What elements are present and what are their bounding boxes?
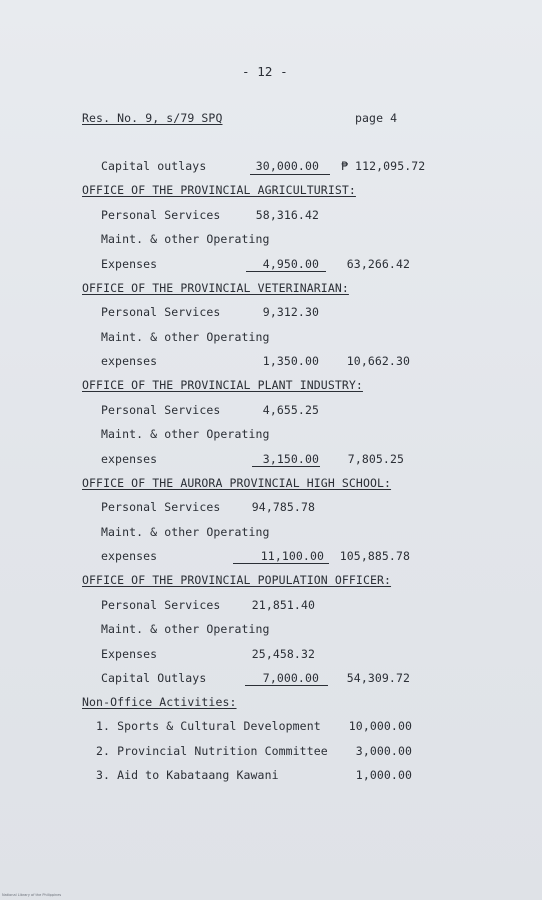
maint-label: Maint. & other Operating — [101, 525, 270, 539]
section-heading-agriculturist: OFFICE OF THE PROVINCIAL AGRICULTURIST: — [82, 183, 356, 197]
activity-amount: 1,000.00 — [355, 768, 412, 782]
expenses-label: Expenses — [101, 257, 158, 271]
personal-services-label: Personal Services — [101, 598, 221, 612]
amount-underline — [233, 563, 329, 564]
activity-amount: 10,000.00 — [348, 719, 412, 733]
personal-services-label: Personal Services — [101, 305, 221, 319]
expenses-amount: 1,350.00 — [262, 354, 319, 368]
personal-services-label: Personal Services — [101, 500, 221, 514]
section-heading-plant-industry: OFFICE OF THE PROVINCIAL PLANT INDUSTRY: — [82, 378, 363, 392]
section-heading-non-office: Non-Office Activities: — [82, 695, 237, 709]
personal-services-amount: 94,785.78 — [251, 500, 315, 514]
resolution-reference: Res. No. 9, s/79 SPQ — [82, 111, 223, 125]
personal-services-label: Personal Services — [101, 403, 221, 417]
section-heading-veterinarian: OFFICE OF THE PROVINCIAL VETERINARIAN: — [82, 281, 349, 295]
section-total: 54,309.72 — [346, 671, 410, 685]
amount-underline — [250, 174, 330, 175]
expenses-amount: 25,458.32 — [251, 647, 315, 661]
capital-outlays-label: Capital outlays — [101, 159, 207, 173]
section-heading-population-officer: OFFICE OF THE PROVINCIAL POPULATION OFFICER: — [82, 573, 392, 587]
archive-footer: National Library of the Philippines — [2, 893, 62, 897]
personal-services-amount: 58,316.42 — [255, 208, 319, 222]
section-total: 105,885.78 — [339, 549, 410, 563]
amount-underline — [252, 466, 320, 467]
maint-label: Maint. & other Operating — [101, 330, 270, 344]
expenses-amount: 3,150.00 — [262, 452, 319, 466]
expenses-label: expenses — [101, 354, 158, 368]
amount-underline — [245, 685, 328, 686]
expenses-label: expenses — [101, 549, 158, 563]
personal-services-amount: 4,655.25 — [262, 403, 319, 417]
activity-amount: 3,000.00 — [355, 744, 412, 758]
activity-label: 2. Provincial Nutrition Committee — [96, 744, 328, 758]
capital-outlays-total: ₱ 112,095.72 — [341, 159, 426, 173]
activity-label: 3. Aid to Kabataang Kawani — [96, 768, 279, 782]
section-total: 10,662.30 — [346, 354, 410, 368]
maint-label: Maint. & other Operating — [101, 622, 270, 636]
maint-label: Maint. & other Operating — [101, 232, 270, 246]
page-label: page 4 — [355, 111, 398, 125]
personal-services-amount: 21,851.40 — [251, 598, 315, 612]
section-total: 63,266.42 — [346, 257, 410, 271]
section-heading-high-school: OFFICE OF THE AURORA PROVINCIAL HIGH SCHOOL: — [82, 476, 392, 490]
maint-label: Maint. & other Operating — [101, 427, 270, 441]
capital-outlays-amount: 30,000.00 — [255, 159, 319, 173]
section-total: 7,805.25 — [347, 452, 404, 466]
expenses-label: expenses — [101, 452, 158, 466]
expenses-label: Expenses — [101, 647, 158, 661]
amount-underline — [246, 271, 326, 272]
capital-outlays-label: Capital Outlays — [101, 671, 207, 685]
capital-outlays-amount: 7,000.00 — [262, 671, 319, 685]
personal-services-label: Personal Services — [101, 208, 221, 222]
expenses-amount: 11,100.00 — [260, 549, 324, 563]
activity-label: 1. Sports & Cultural Development — [96, 719, 321, 733]
expenses-amount: 4,950.00 — [262, 257, 319, 271]
personal-services-amount: 9,312.30 — [262, 305, 319, 319]
page-number: - 12 - — [242, 64, 288, 79]
